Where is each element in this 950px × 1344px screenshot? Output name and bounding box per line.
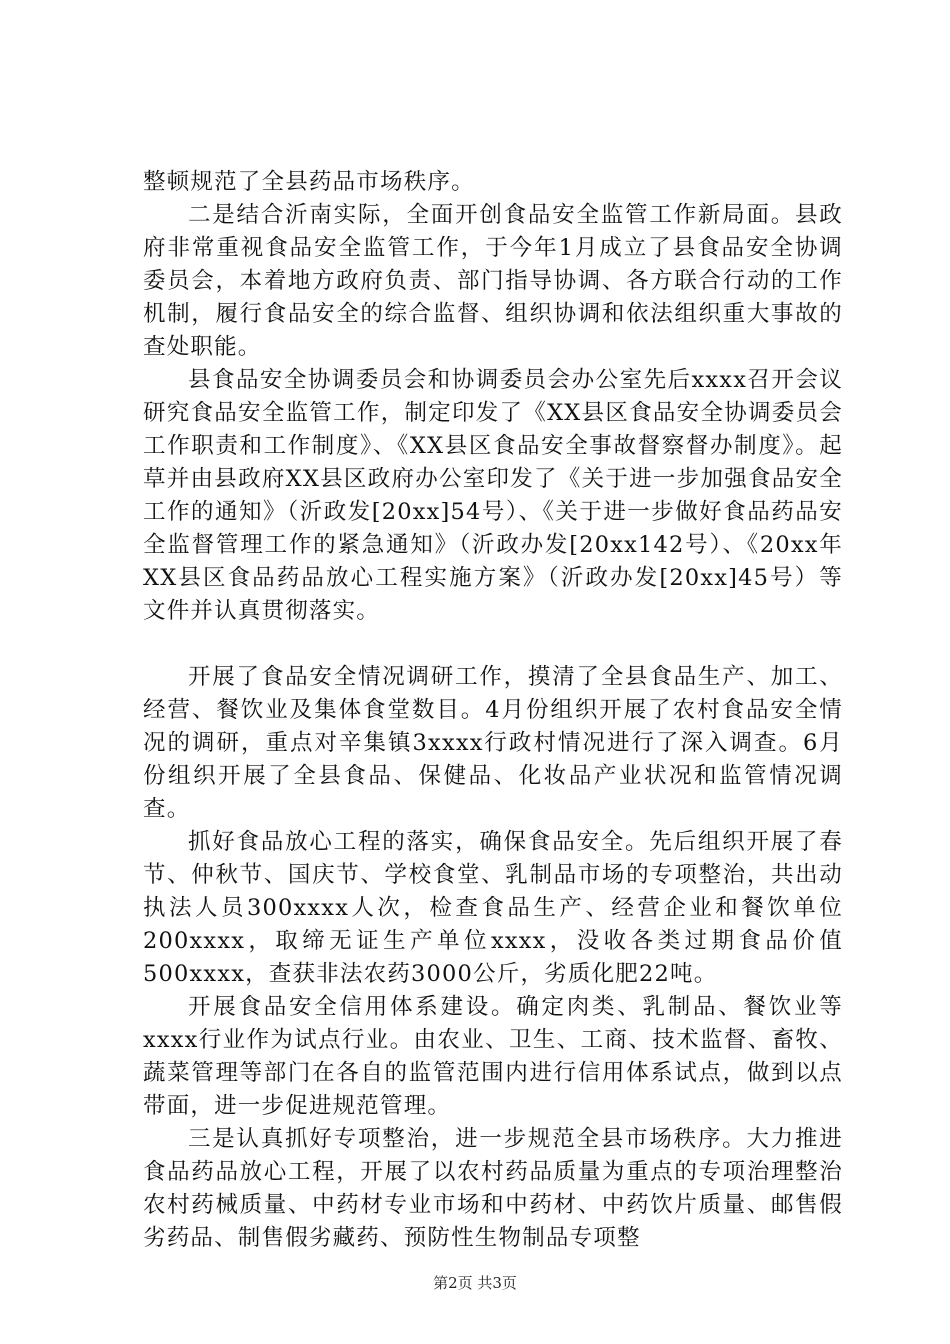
paragraph-assurance-project: 抓好食品放心工程的落实，确保食品安全。先后组织开展了春节、仲秋节、国庆节、学校食堂、乳制品市场的专项整治，共出动执法人员300xxxx人次，检查食品生产、经营企业和餐饮单位200xxxx，取缔无证生产单位xxxx，没收各类过期食品价值500xxxx，查获非法农药3000公斤，劣质化肥22吨。 <box>143 829 843 987</box>
document-body <box>143 166 843 1255</box>
paragraph-food-safety-intro: 二是结合沂南实际，全面开创食品安全监管工作新局面。县政府非常重视食品安全监管工作，于今年1月成立了县食品安全协调委员会，本着地方政府负责、部门指导协调、各方联合行动的工作机制，履行食品安全的综合监督、组织协调和依法组织重大事故的查处职能。 <box>143 202 843 360</box>
page-number-footer: 第2页 共3页 <box>433 1274 517 1292</box>
paragraph-survey: 开展了食品安全情况调研工作，摸清了全县食品生产、加工、经营、餐饮业及集体食堂数目。4月份组织开展了农村食品安全情况的调研，重点对辛集镇3xxxx行政村情况进行了深入调查。6月份组织开展了全县食品、保健品、化妆品产业状况和监管情况调查。 <box>143 664 843 822</box>
paragraph-special-rectification: 三是认真抓好专项整治，进一步规范全县市场秩序。大力推进食品药品放心工程，开展了以农村药品质量为重点的专项治理整治农村药械质量、中药材专业市场和中药材、中药饮片质量、邮售假劣药品、制售假劣藏药、预防性生物制品专项整 <box>143 1126 843 1251</box>
paragraph-committee-documents: 县食品安全协调委员会和协调委员会办公室先后xxxx召开会议研究食品安全监管工作，制定印发了《XX县区食品安全协调委员会工作职责和工作制度》、《XX县区食品安全事故督察督办制度》。起草并由县政府XX县区政府办公室印发了《关于进一步加强食品安全工作的通知》（沂政发[20xx]54号）、《关于进一步做好食品药品安全监督管理工作的紧急通知》（沂政办发[20xx142号）、《20xx年XX县区食品药品放心工程实施方案》（沂政办发[20xx]45号）等文件并认真贯彻落实。 <box>143 367 843 624</box>
paragraph-continuation: 整顿规范了全县药品市场秩序。 <box>143 169 475 195</box>
paragraph-credit-system: 开展食品安全信用体系建设。确定肉类、乳制品、餐饮业等xxxx行业作为试点行业。由农业、卫生、工商、技术监督、畜牧、蔬菜管理等部门在各自的监管范围内进行信用体系试点，做到以点带面，进一步促进规范管理。 <box>143 994 843 1119</box>
